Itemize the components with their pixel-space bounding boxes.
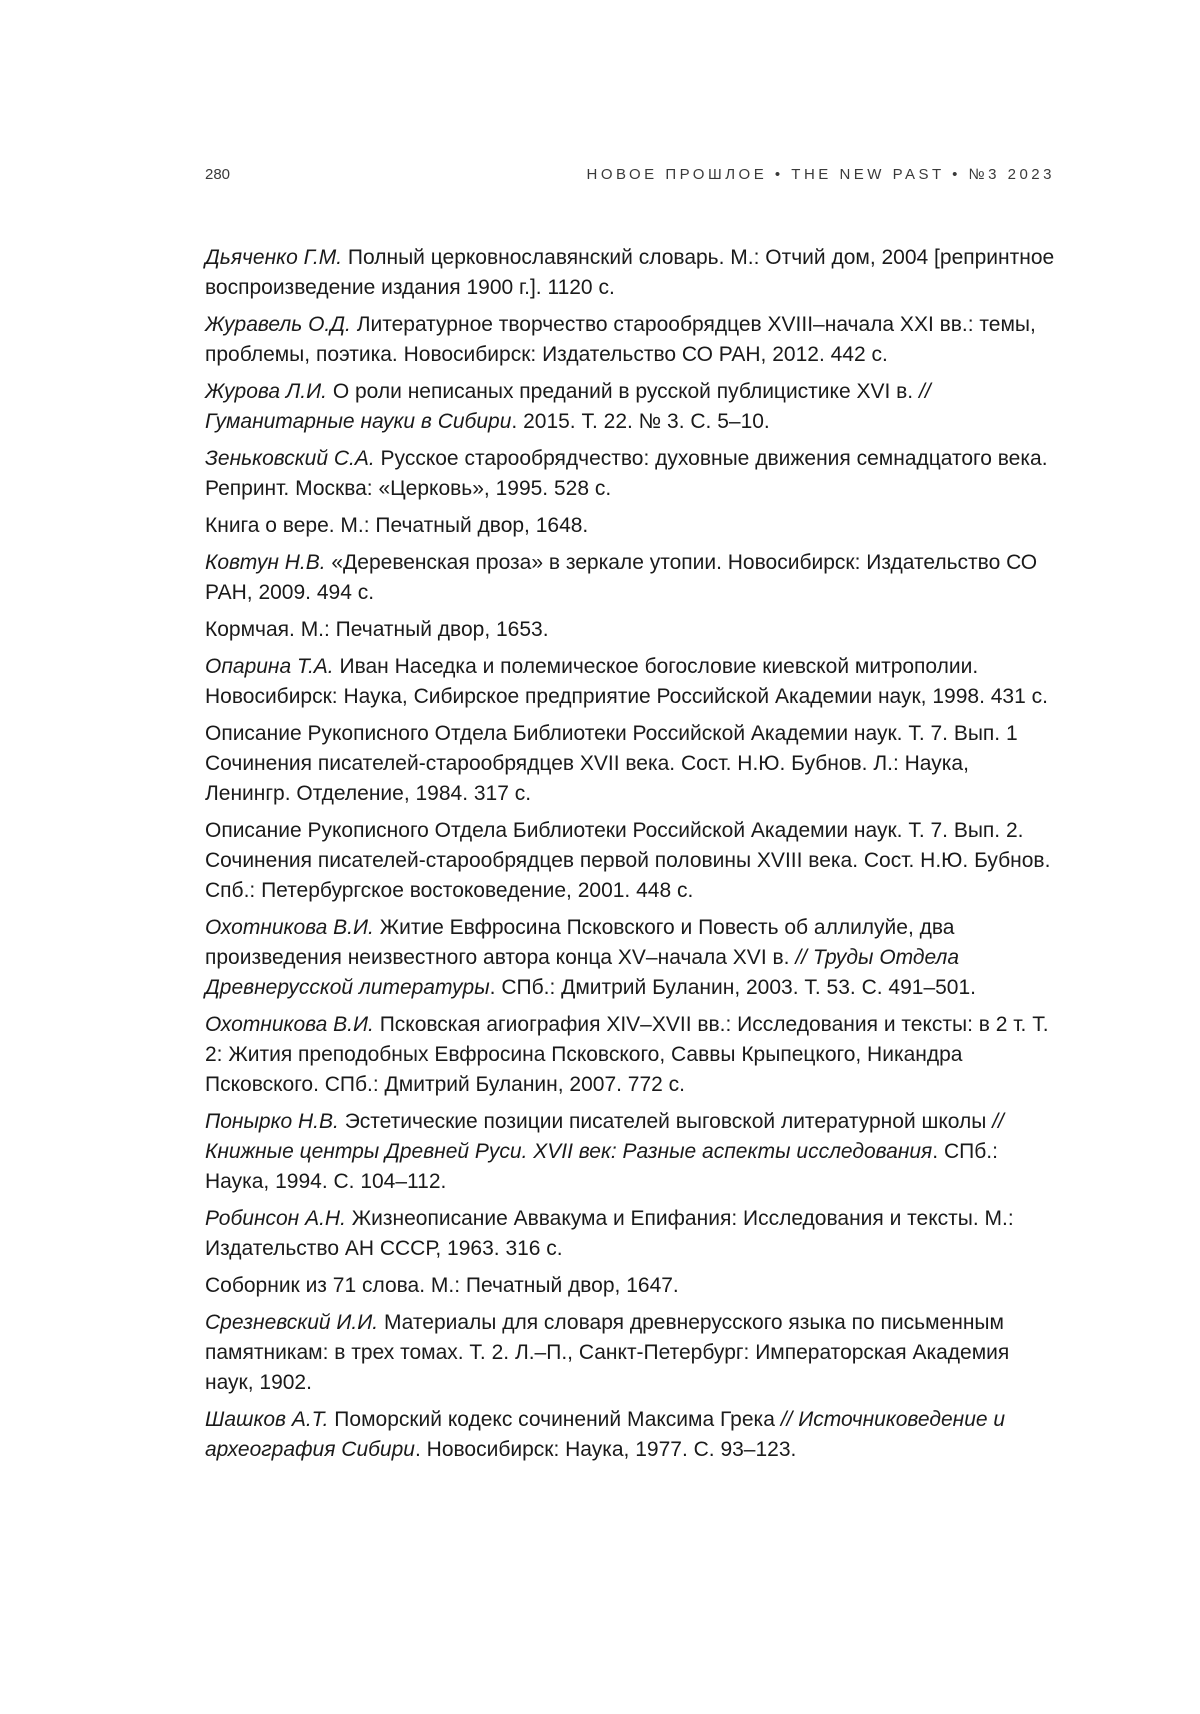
bibliography-entry: [205, 1405, 1055, 1465]
entry-text: Литературное творчество старообрядцев XVIII–начала XXI вв.: темы, проблемы, поэтика. Новосибирск: Издательство СО РАН, 2012. 442 с.: [205, 313, 1036, 366]
entry-text: Русское старообрядчество: духовные движения семнадцатого века. Репринт. Москва: «Церковь», 1995. 528 с.: [205, 447, 1048, 500]
entry-text: «Деревенская проза» в зеркале утопии. Новосибирск: Издательство СО РАН, 2009. 494 с.: [205, 551, 1038, 604]
bibliography-entry: [205, 719, 1055, 809]
entry-text: Жизнеописание Аввакума и Епифания: Исследования и тексты. М.: Издательство АН СССР, 1963. 316 с.: [205, 1207, 1014, 1260]
entry-author: Ковтун Н.В.: [205, 551, 326, 574]
entry-source: // Книжные центры Древней Руси. XVII век: Разные аспекты исследования: [205, 1110, 1004, 1163]
entry-text: Эстетические позиции писателей выговской литературной школы: [338, 1110, 993, 1133]
entry-author: Срезневский И.И.: [205, 1311, 379, 1334]
entry-text: Житие Евфросина Псковского и Повесть об аллилуйе, два произведения неизвестного автора конца XV–начала XVI в.: [205, 916, 955, 969]
journal-title: НОВОЕ ПРОШЛОЕ • THE NEW PAST • №3 2023: [586, 166, 1055, 183]
entry-tail: . 2015. Т. 22. № 3. С. 5–10.: [511, 410, 770, 433]
entry-text: Описание Рукописного Отдела Библиотеки Российской Академии наук. Т. 7. Вып. 2. Сочинения писателей-старообрядцев первой половины XVIII века. Сост. Н.Ю. Бубнов. Спб.: Петербургское востоковедение, 2001. 448 с.: [205, 819, 1051, 902]
entry-text: Соборник из 71 слова. М.: Печатный двор, 1647.: [205, 1274, 679, 1297]
entry-author: Журова Л.И.: [205, 380, 327, 403]
entry-author: Журавель О.Д.: [205, 313, 351, 336]
bibliography-entry: [205, 1010, 1055, 1100]
entry-author: Опарина Т.А.: [205, 655, 334, 678]
entry-author: Дьяченко Г.М.: [205, 246, 343, 269]
bibliography-entry: [205, 652, 1055, 712]
bibliography-entry: [205, 310, 1055, 370]
entry-author: Охотникова В.И.: [205, 916, 374, 939]
entry-text: Поморский кодекс сочинений Максима Грека: [328, 1408, 781, 1431]
entry-text: О роли неписаных преданий в русской публицистике XVI в.: [326, 380, 919, 403]
entry-text: Псковская агиография XIV–XVII вв.: Исследования и тексты: в 2 т. Т. 2: Жития преподобных Евфросина Псковского, Саввы Крыпецкого, Никандра Псковского. СПб.: Дмитрий Буланин, 2007. 772 с.: [205, 1013, 1049, 1096]
entry-source: // Источниковедение и археография Сибири: [205, 1408, 1006, 1461]
bibliography-entry: [205, 444, 1055, 504]
bibliography-entry: [205, 615, 1055, 645]
bibliography-entry: [205, 1107, 1055, 1197]
entry-source: // Гуманитарные науки в Сибири: [205, 380, 931, 433]
entry-tail: . СПб.: Дмитрий Буланин, 2003. Т. 53. С. 491–501.: [489, 976, 976, 999]
entry-author: Шашков А.Т.: [205, 1408, 329, 1431]
entry-text: Иван Наседка и полемическое богословие киевской митрополии. Новосибирск: Наука, Сибирское предприятие Российской Академии наук, 1998. 431 с.: [205, 655, 1048, 708]
entry-text: Описание Рукописного Отдела Библиотеки Российской Академии наук. Т. 7. Вып. 1 Сочинения писателей-старообрядцев XVII века. Сост. Н.Ю. Бубнов. Л.: Наука, Ленингр. Отделение, 1984. 317 с.: [205, 722, 1018, 805]
entry-author: Охотникова В.И.: [205, 1013, 374, 1036]
entry-author: Робинсон А.Н.: [205, 1207, 346, 1230]
entry-author: Понырко Н.В.: [205, 1110, 339, 1133]
bibliography-entry: [205, 913, 1055, 1003]
bibliography-entry: [205, 377, 1055, 437]
bibliography-entry: [205, 1204, 1055, 1264]
entry-author: Зеньковский С.А.: [205, 447, 375, 470]
bibliography-entry: [205, 816, 1055, 906]
entry-tail: . СПб.: Наука, 1994. С. 104–112.: [205, 1140, 998, 1193]
page-number: 280: [205, 166, 231, 183]
bibliography-list: [205, 243, 1055, 1472]
bibliography-entry: [205, 511, 1055, 541]
bibliography-entry: [205, 1271, 1055, 1301]
entry-text: Кормчая. М.: Печатный двор, 1653.: [205, 618, 549, 641]
entry-text: Полный церковнославянский словарь. М.: Отчий дом, 2004 [репринтное воспроизведение издания 1900 г.]. 1120 с.: [205, 246, 1055, 299]
entry-text: Книга о вере. М.: Печатный двор, 1648.: [205, 514, 589, 537]
bibliography-entry: [205, 1308, 1055, 1398]
entry-source: // Труды Отдела Древнерусской литературы: [205, 946, 960, 999]
running-header: [205, 166, 1055, 190]
entry-text: Материалы для словаря древнерусского языка по письменным памятникам: в трех томах. Т. 2. Л.–П., Санкт-Петербург: Императорская Академия наук, 1902.: [205, 1311, 1010, 1394]
bibliography-entry: [205, 548, 1055, 608]
bibliography-entry: [205, 243, 1055, 303]
entry-tail: . Новосибирск: Наука, 1977. С. 93–123.: [414, 1438, 797, 1461]
